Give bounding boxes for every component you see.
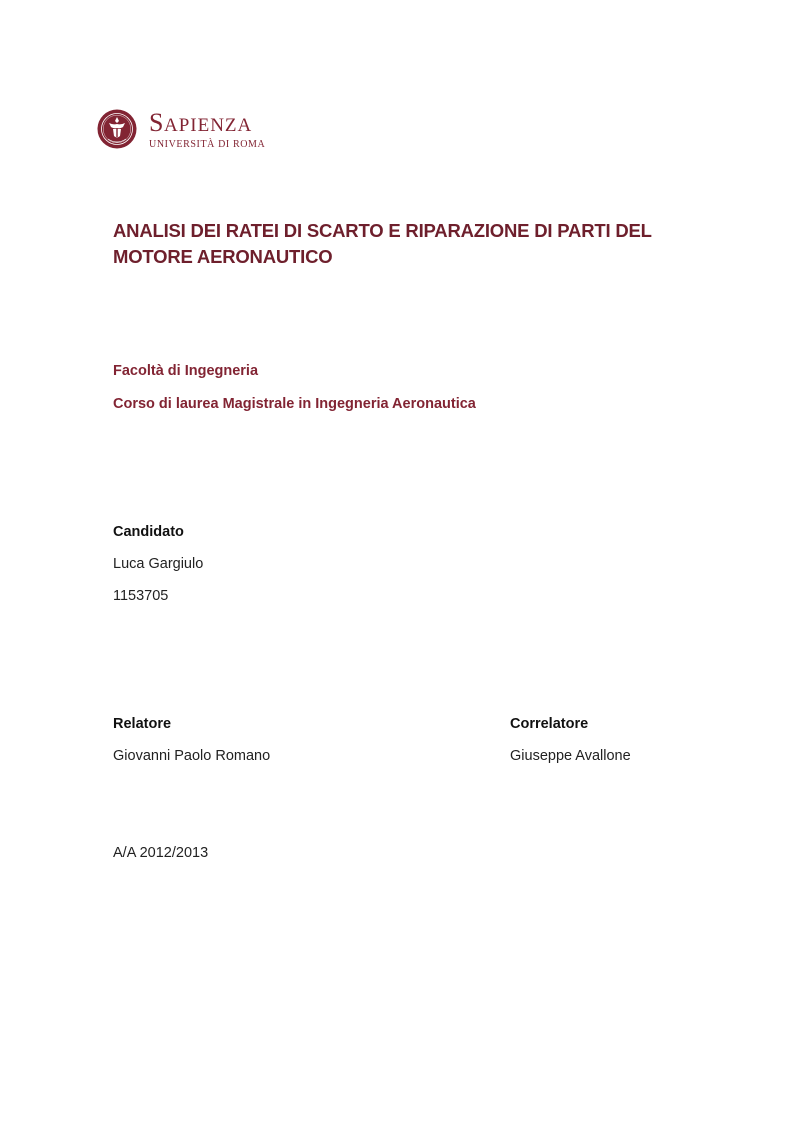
candidate-name: Luca Gargiulo bbox=[113, 556, 204, 572]
academic-year: A/A 2012/2013 bbox=[113, 845, 209, 861]
candidate-label: Candidato bbox=[113, 524, 184, 540]
degree-course: Corso di laurea Magistrale in Ingegneria Aeronautica bbox=[113, 396, 476, 412]
co-advisor-name: Giuseppe Avallone bbox=[510, 748, 631, 764]
co-advisor-label: Correlatore bbox=[510, 716, 589, 732]
advisor-name: Giovanni Paolo Romano bbox=[113, 748, 271, 764]
university-wordmark bbox=[149, 108, 266, 150]
university-subtitle: UNIVERSITÀ DI ROMA bbox=[149, 139, 266, 150]
candidate-id: 1153705 bbox=[113, 588, 169, 604]
thesis-title: ANALISI DEI RATEI DI SCARTO E RIPARAZIONE DI PARTI DEL MOTORE AERONAUTICO bbox=[113, 220, 652, 267]
faculty-name: Facoltà di Ingegneria bbox=[113, 363, 259, 379]
university-name: SAPIENZA bbox=[149, 108, 253, 137]
advisor-label: Relatore bbox=[113, 716, 172, 732]
sapienza-seal-icon bbox=[96, 105, 138, 153]
university-logo bbox=[96, 105, 266, 155]
